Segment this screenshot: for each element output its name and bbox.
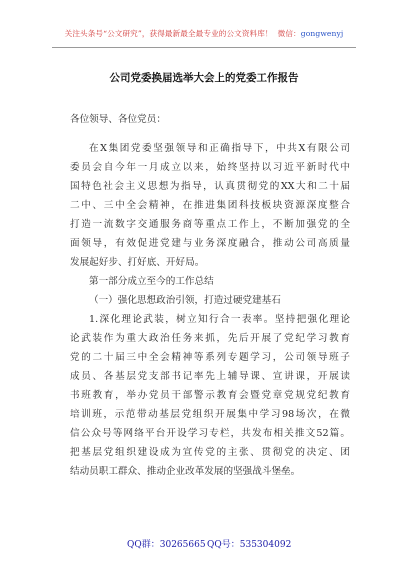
header-banner <box>0 28 408 39</box>
paragraph-line: 把基层党组织建设成为宣传党的主张、贯彻党的决定、团 <box>70 447 350 458</box>
paragraph-line: 面领导，有效促进党建与业务深度融合，推动公司高质量 <box>70 238 350 249</box>
salutation: 各位领导、各位党员： <box>70 114 166 125</box>
paragraph-1 <box>70 139 350 272</box>
paragraph-line: 委员会自今年一月成立以来，始终坚持以习近平新时代中 <box>70 162 350 173</box>
footer-qq-group: QQ群：30265665 <box>127 540 206 550</box>
document-title: 公司党委换届选举大会上的党委工作报告 <box>109 72 299 84</box>
header-divider <box>52 47 356 48</box>
paragraph-line: 结动员职工群众、推动企业改革发展的坚强战斗堡垒。 <box>70 466 301 477</box>
paragraph-line: 培训班，示范带动基层党组织开展集中学习98场次，在微 <box>70 409 350 420</box>
paragraph-line: 党的二十届三中全会精神等系列专题学习，公司领导班子 <box>70 352 350 363</box>
paragraph-line: 信公众号等网络平台开设学习专栏，共发布相关推文52篇。 <box>70 428 350 439</box>
paragraph-2 <box>70 310 350 481</box>
document-body <box>70 110 350 481</box>
header-promo-text: 关注头条号“公文研究”，获得最新最全最专业的公文资料库！ <box>64 29 273 38</box>
paragraph-line: 1.深化理论武装，树立知行合一表率。坚持把强化理论 <box>89 314 350 325</box>
header-wechat-id: gongwenyj <box>300 29 344 38</box>
paragraph-line: 发展起好步、打好底、开好局。 <box>70 257 205 268</box>
section-heading: 第一部分成立至今的工作总结 <box>89 276 214 287</box>
paragraph-line: 成员、各基层党支部书记率先上辅导课、宣讲课，开展读 <box>70 371 350 382</box>
paragraph-line: 书班教育，举办党员干部警示教育会暨党章党规党纪教育 <box>70 390 350 401</box>
header-wechat-label: 微信： <box>277 29 301 38</box>
paragraph-line: 国特色社会主义思想为指导，认真贯彻党的XX大和二十届 <box>70 181 350 192</box>
subsection-heading: （一）强化思想政治引领，打造过硬党建基石 <box>89 295 281 306</box>
footer-qq-number: QQ号：535304092 <box>207 540 292 550</box>
paragraph-line: 论武装作为重大政治任务来抓，先后开展了党纪学习教育 <box>70 333 350 344</box>
paragraph-line: 在X集团党委坚强领导和正确指导下，中共X有限公司 <box>89 143 350 154</box>
paragraph-line: 二中、三中全会精神，在推进集团科技板块资源深度整合 <box>70 200 350 211</box>
paragraph-line: 打造一流数字交通服务商等重点工作上，不断加强党的全 <box>70 219 350 230</box>
